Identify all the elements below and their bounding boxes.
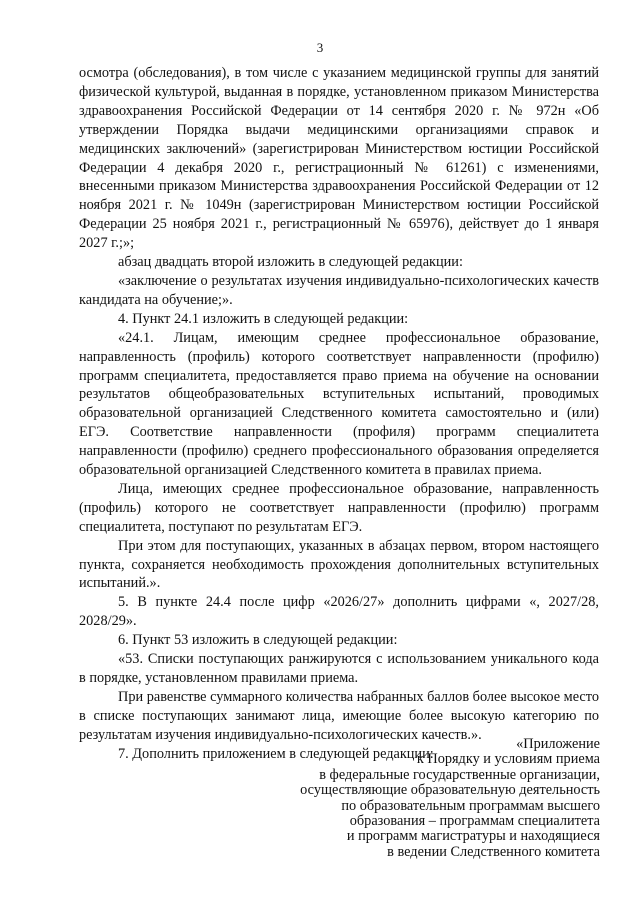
- paragraph: 5. В пункте 24.4 после цифр «2026/27» дополнить цифрами «, 2027/28, 2028/29».: [79, 594, 599, 630]
- appendix-line: по образовательным программам высшего: [341, 797, 600, 814]
- appendix-line: и программ магистратуры и находящиеся: [346, 828, 600, 845]
- appendix-line: в федеральные государственные организации,: [319, 766, 600, 783]
- paragraph: 4. Пункт 24.1 изложить в следующей редакции:: [118, 310, 409, 327]
- paragraph: «заключение о результатах изучения индивидуально-психологических качеств кандидата на обучение;».: [79, 272, 599, 308]
- paragraph: 7. Дополнить приложением в следующей редакции:: [118, 745, 434, 762]
- document-body: [79, 64, 599, 764]
- appendix-heading: [240, 737, 600, 860]
- appendix-line: «Приложение: [516, 736, 600, 752]
- paragraph: Лица, имеющих среднее профессиональное образование, направленность (профиль) которого не соответствует направленности (профилю) программ специалитета, поступают по результатам ЕГЭ.: [79, 480, 599, 535]
- page-number: 3: [316, 40, 324, 55]
- paragraph: При равенстве суммарного количества набранных баллов более высокое место в списке поступающих занимают лица, имеющие более высокую категорию по результатам изучения индивидуально-психологических качеств.».: [79, 688, 599, 743]
- paragraph: абзац двадцать второй изложить в следующей редакции:: [118, 254, 463, 271]
- appendix-line: к Порядку и условиям приема: [416, 751, 600, 768]
- appendix-line: осуществляющие образовательную деятельность: [300, 782, 600, 799]
- paragraph: «24.1. Лицам, имеющим среднее профессиональное образование, направленность (профиль) которого соответствует направленности (профилю) программ специалитета, предоставляется право приема на обучение на основании результатов общеобразовательных вступительных испытаний, проводимых образовательной организацией Следственного комитета самостоятельно и (или) ЕГЭ. Соответствие направленности (профиля) программ специалитета направленности (профилю) среднего профессионального образования определяется образовательной организацией Следственного комитета в правилах приема.: [79, 329, 599, 479]
- appendix-line: образования – программам специалитета: [349, 813, 600, 830]
- paragraph-continuation: осмотра (обследования), в том числе с указанием медицинской группы для занятий физической культурой, выданная в порядке, установленном приказом Министерства здравоохранения Российской Федерации от 14 сентября 2020 г. № 972н «Об утверждении Порядка выдачи медицинскими организациями справок и медицинских заключений» (зарегистрирован Министерством юстиции Российской Федерации 4 декабря 2020 г., регистрационный № 61261) с изменениями, внесенными приказом Министерства здравоохранения Российской Федерации от 12 ноября 2021 г. № 1049н (зарегистрирован Министерством юстиции Российской Федерации 25 ноября 2021 г., регистрационный № 65976), действует до 1 января 2027 г.;»;: [79, 65, 599, 252]
- paragraph: «53. Списки поступающих ранжируются с использованием уникального кода в порядке, установленном правилами приема.: [79, 651, 599, 686]
- appendix-line: в ведении Следственного комитета: [387, 843, 600, 860]
- paragraph: 6. Пункт 53 изложить в следующей редакции:: [118, 632, 398, 649]
- paragraph: При этом для поступающих, указанных в абзацах первом, втором настоящего пункта, сохраняется необходимость прохождения дополнительных вступительных испытаний.».: [79, 537, 599, 592]
